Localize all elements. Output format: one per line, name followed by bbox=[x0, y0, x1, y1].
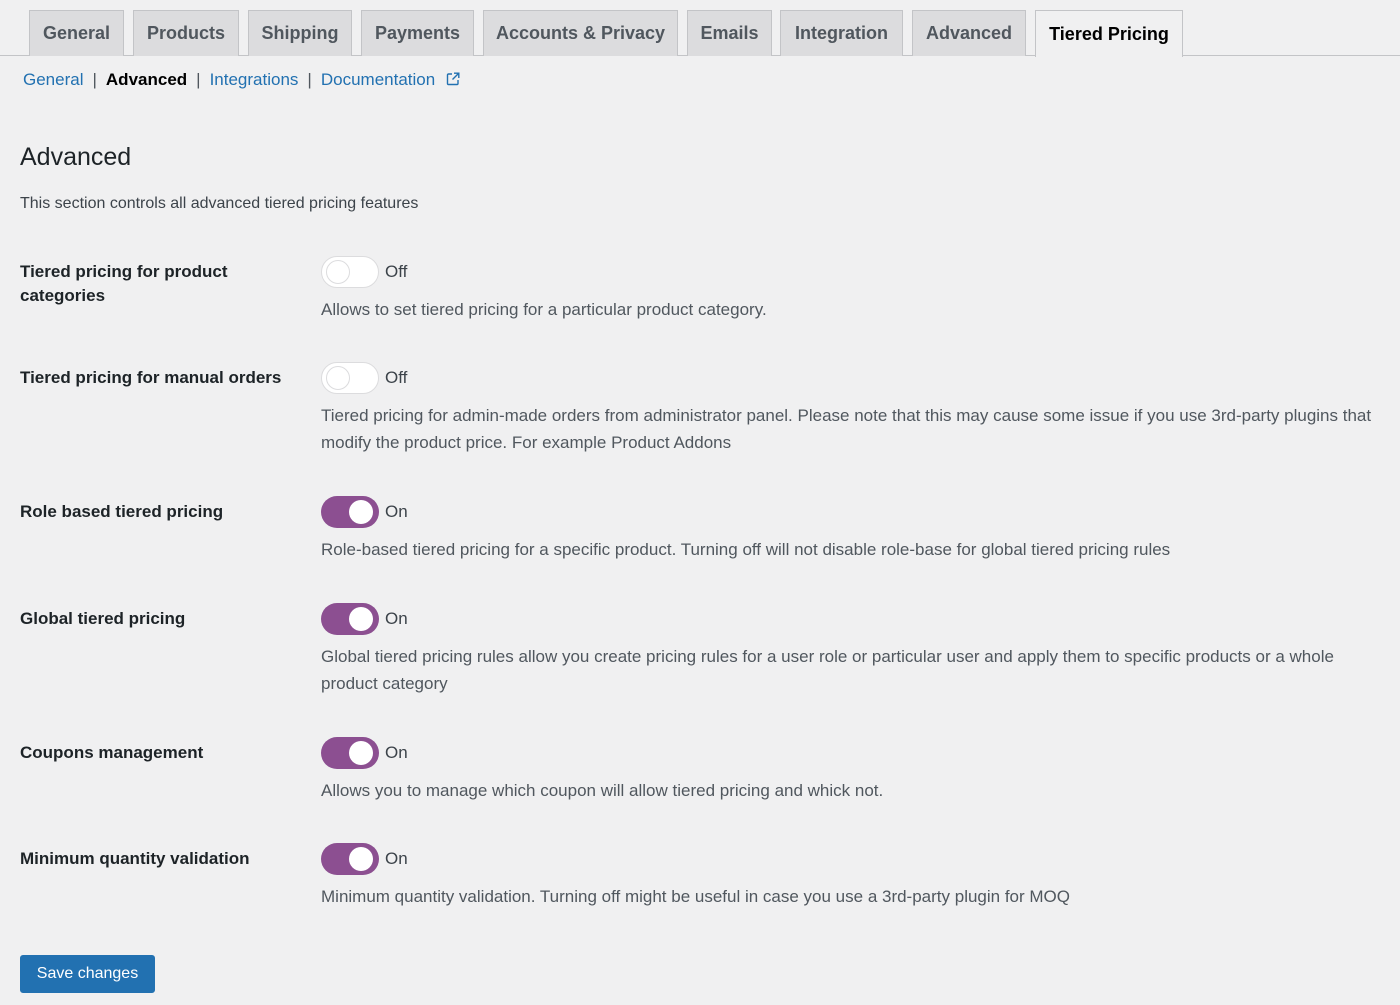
min-quantity-toggle[interactable] bbox=[321, 843, 379, 875]
toggle-knob bbox=[349, 847, 373, 871]
setting-label: Role based tiered pricing bbox=[20, 502, 224, 521]
toggle-group bbox=[321, 256, 407, 288]
manual-orders-toggle[interactable] bbox=[321, 362, 379, 394]
setting-description: Allows to set tiered pricing for a particular product category. bbox=[321, 300, 767, 319]
tab-tiered-pricing[interactable]: Tiered Pricing bbox=[1035, 10, 1183, 57]
global-pricing-toggle[interactable] bbox=[321, 603, 379, 635]
external-link-icon bbox=[446, 72, 460, 86]
toggle-knob bbox=[326, 366, 350, 390]
toggle-state-label: On bbox=[385, 609, 408, 628]
sub-navigation bbox=[23, 68, 460, 92]
subnav-documentation-label: Documentation bbox=[320, 70, 436, 89]
subnav-integrations-link[interactable]: Integrations bbox=[209, 70, 299, 89]
toggle-group bbox=[321, 362, 407, 394]
toggle-knob bbox=[349, 741, 373, 765]
subnav-separator: | bbox=[196, 70, 201, 89]
tab-products[interactable]: Products bbox=[133, 10, 239, 56]
coupons-toggle[interactable] bbox=[321, 737, 379, 769]
setting-label: Minimum quantity validation bbox=[20, 849, 250, 868]
setting-description: Minimum quantity validation. Turning off might be useful in case you use a 3rd-party plugin for MOQ bbox=[321, 887, 1071, 906]
subnav-advanced-current: Advanced bbox=[105, 70, 188, 89]
toggle-knob bbox=[326, 260, 350, 284]
save-changes-button[interactable]: Save changes bbox=[20, 955, 155, 993]
toggle-state-label: Off bbox=[385, 368, 408, 387]
setting-label: Tiered pricing for manual orders bbox=[20, 368, 282, 387]
setting-description: Global tiered pricing rules allow you create pricing rules for a user role or particular user and apply them to specific products or a whole product category bbox=[321, 647, 1334, 693]
page-title: Advanced bbox=[20, 143, 132, 171]
tab-advanced[interactable]: Advanced bbox=[912, 10, 1026, 56]
subnav-separator: | bbox=[307, 70, 312, 89]
product-categories-toggle[interactable] bbox=[321, 256, 379, 288]
setting-description: Role-based tiered pricing for a specific product. Turning off will not disable role-base for global tiered pricing rules bbox=[321, 540, 1171, 559]
toggle-knob bbox=[349, 500, 373, 524]
setting-label: Tiered pricing for product categories bbox=[20, 262, 228, 305]
toggle-group bbox=[321, 496, 408, 528]
toggle-group bbox=[321, 603, 408, 635]
section-description: This section controls all advanced tiered pricing features bbox=[20, 195, 419, 212]
toggle-state-label: Off bbox=[385, 262, 408, 281]
setting-description: Allows you to manage which coupon will allow tiered pricing and whick not. bbox=[321, 781, 884, 800]
subnav-general-link[interactable]: General bbox=[23, 70, 84, 89]
subnav-separator: | bbox=[92, 70, 97, 89]
tab-integration[interactable]: Integration bbox=[780, 10, 903, 56]
tab-accounts-privacy[interactable]: Accounts & Privacy bbox=[483, 10, 678, 56]
tab-payments[interactable]: Payments bbox=[361, 10, 474, 56]
toggle-state-label: On bbox=[385, 502, 408, 521]
toggle-state-label: On bbox=[385, 849, 408, 868]
tab-emails[interactable]: Emails bbox=[687, 10, 772, 56]
toggle-group bbox=[321, 843, 408, 875]
setting-description: Tiered pricing for admin-made orders from administrator panel. Please note that this may cause some issue if you use 3rd-party plugins that modify the product price. For example Product Addons bbox=[321, 406, 1372, 452]
toggle-group bbox=[321, 737, 408, 769]
setting-label: Global tiered pricing bbox=[20, 609, 186, 628]
subnav-documentation-link[interactable] bbox=[321, 70, 460, 90]
settings-tabs bbox=[0, 0, 1400, 56]
tab-shipping[interactable]: Shipping bbox=[248, 10, 352, 56]
tab-general[interactable]: General bbox=[29, 10, 124, 56]
role-based-toggle[interactable] bbox=[321, 496, 379, 528]
setting-label: Coupons management bbox=[20, 743, 204, 762]
toggle-knob bbox=[349, 607, 373, 631]
toggle-state-label: On bbox=[385, 743, 408, 762]
